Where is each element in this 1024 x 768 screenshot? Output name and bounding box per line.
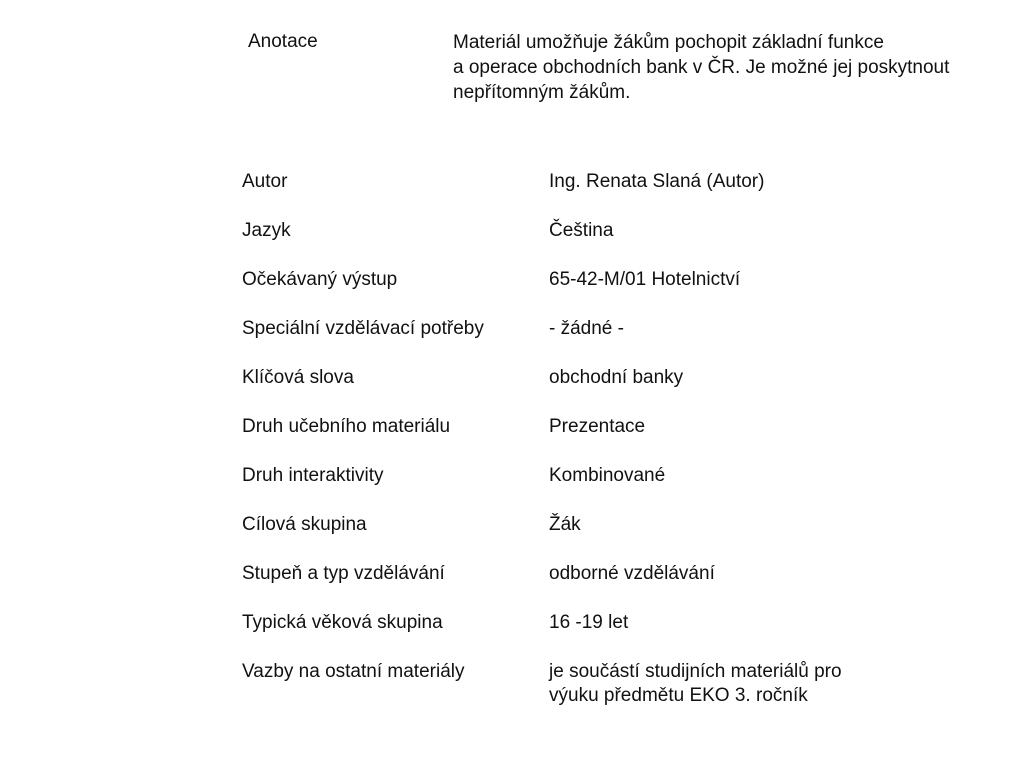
metadata-row-druh-materialu (242, 415, 842, 464)
anotace-line: nepřítomným žákům. (453, 82, 631, 103)
metadata-key: Cílová skupina (242, 514, 367, 535)
metadata-row-cilova-skupina (242, 513, 842, 562)
metadata-value (549, 268, 740, 317)
anotace-line: Materiál umožňuje žákům pochopit základní funkce (453, 32, 884, 53)
metadata-key: Druh učebního materiálu (242, 416, 451, 437)
metadata-value-line: obchodní banky (549, 367, 684, 388)
metadata-value (549, 562, 715, 611)
metadata-row-specialni-potreby (242, 317, 842, 366)
metadata-value (549, 611, 628, 660)
metadata-key: Druh interaktivity (242, 465, 384, 486)
metadata-row-vazby (242, 660, 842, 709)
metadata-key: Autor (242, 171, 288, 192)
metadata-value-line: Čeština (549, 220, 614, 241)
metadata-key: Stupeň a typ vzdělávání (242, 563, 445, 584)
metadata-value-line: Kombinované (549, 465, 666, 486)
metadata-row-vekova-skupina (242, 611, 842, 660)
metadata-row-klicova-slova (242, 366, 842, 415)
metadata-row-jazyk (242, 219, 842, 268)
metadata-key: Jazyk (242, 220, 291, 241)
metadata-value-line: 16 -19 let (549, 612, 629, 633)
metadata-value (549, 366, 683, 415)
metadata-row-vystup (242, 268, 842, 317)
metadata-value (549, 464, 665, 513)
metadata-value (549, 170, 764, 219)
metadata-value-line: výuku předmětu EKO 3. ročník (549, 685, 808, 706)
metadata-key: Vazby na ostatní materiály (242, 661, 465, 682)
metadata-value (549, 317, 624, 366)
metadata-value (549, 660, 842, 709)
metadata-value-line: Prezentace (549, 416, 646, 437)
metadata-value-line: Ing. Renata Slaná (Autor) (549, 171, 765, 192)
metadata-value (549, 415, 645, 464)
metadata-value-line: 65-42-M/01 Hotelnictví (549, 269, 741, 290)
metadata-value (549, 513, 581, 562)
metadata-key: Klíčová slova (242, 367, 354, 388)
metadata-key: Typická věková skupina (242, 612, 443, 633)
anotace-text (453, 30, 1013, 105)
metadata-key: Speciální vzdělávací potřeby (242, 318, 484, 339)
metadata-key: Očekávaný výstup (242, 269, 398, 290)
metadata-value-line: Žák (549, 514, 581, 535)
metadata-row-autor (242, 170, 842, 219)
metadata-value (549, 219, 613, 268)
anotace-line: a operace obchodních bank v ČR. Je možné jej poskytnout (453, 57, 950, 78)
metadata-row-stupen-vzdelavani (242, 562, 842, 611)
metadata-value-line: odborné vzdělávání (549, 563, 715, 584)
metadata-value-line: je součástí studijních materiálů pro (549, 661, 842, 682)
metadata-row-druh-interaktivity (242, 464, 842, 513)
anotace-label: Anotace (248, 31, 318, 52)
metadata-table (242, 170, 842, 709)
metadata-value-line: - žádné - (549, 318, 624, 339)
